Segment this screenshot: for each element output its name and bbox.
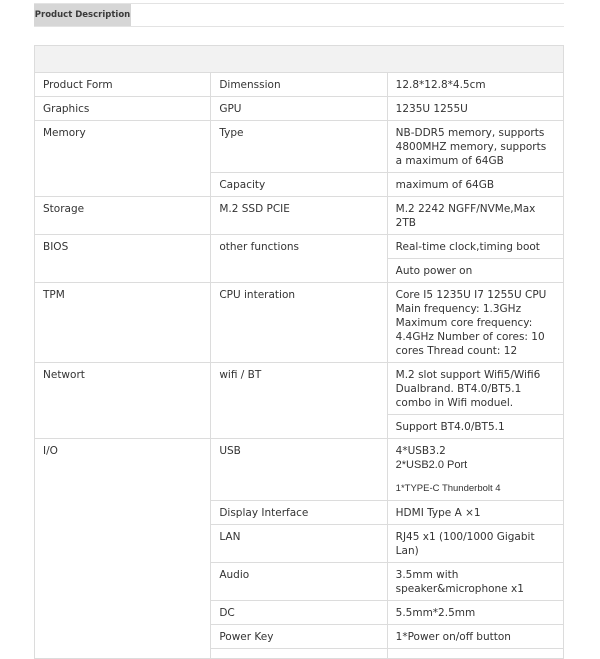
spec-category: Graphics xyxy=(35,97,211,121)
spec-category: I/O xyxy=(35,439,211,659)
spec-category: Memory xyxy=(35,121,211,197)
table-header-cell xyxy=(35,46,564,73)
spec-property: CPU interation xyxy=(211,283,387,363)
spec-value: 1235U 1255U xyxy=(387,97,563,121)
table-row xyxy=(35,235,564,259)
spec-category: Storage xyxy=(35,197,211,235)
tab-product-description[interactable]: Product Description xyxy=(34,4,131,26)
spec-property: other functions xyxy=(211,235,387,283)
spec-category: BIOS xyxy=(35,235,211,283)
spec-property: Audio xyxy=(211,563,387,601)
spec-property: Power Key xyxy=(211,625,387,649)
spec-value: 1*Power on/off button xyxy=(387,625,563,649)
spec-category: Product Form xyxy=(35,73,211,97)
usb-line: 4*USB3.2 xyxy=(395,445,446,457)
table-row xyxy=(35,97,564,121)
spec-property: wifi / BT xyxy=(211,363,387,439)
spec-value: HDMI Type A ×1 xyxy=(387,501,563,525)
table-row xyxy=(35,73,564,97)
spec-property xyxy=(211,649,387,659)
spec-value-usb xyxy=(387,439,563,501)
spacer xyxy=(396,472,555,482)
spec-property: Display Interface xyxy=(211,501,387,525)
table-row xyxy=(35,283,564,363)
spec-value: 5.5mm*2.5mm xyxy=(387,601,563,625)
spec-value xyxy=(387,649,563,659)
table-header-row xyxy=(35,46,564,73)
spec-property: Capacity xyxy=(211,173,387,197)
spec-value: M.2 slot support Wifi5/Wifi6 Dualbrand. BT4.0/BT5.1 combo in Wifi moduel. xyxy=(387,363,563,415)
spec-property: Dimenssion xyxy=(211,73,387,97)
spec-property: Type xyxy=(211,121,387,173)
table-row xyxy=(35,439,564,501)
tab-bar xyxy=(34,3,564,27)
spec-category: TPM xyxy=(35,283,211,363)
usb-line: 2*USB2.0 Port xyxy=(395,459,468,471)
spec-value: 12.8*12.8*4.5cm xyxy=(387,73,563,97)
spec-property: GPU xyxy=(211,97,387,121)
spec-value: 3.5mm with speaker&microphone x1 xyxy=(387,563,563,601)
spec-property: DC xyxy=(211,601,387,625)
spec-property: M.2 SSD PCIE xyxy=(211,197,387,235)
table-row xyxy=(35,121,564,173)
spec-property: USB xyxy=(211,439,387,501)
spec-property: LAN xyxy=(211,525,387,563)
table-row xyxy=(35,363,564,415)
spec-value: Real-time clock,timing boot xyxy=(387,235,563,259)
table-row xyxy=(35,197,564,235)
spec-value: RJ45 x1 (100/1000 Gigabit Lan) xyxy=(387,525,563,563)
spec-value: M.2 2242 NGFF/NVMe,Max 2TB xyxy=(387,197,563,235)
spec-value: Core I5 1235U I7 1255U CPU Main frequency: 1.3GHz Maximum core frequency: 4.4GHz Number of cores: 10 cores Thread count: 12 xyxy=(387,283,563,363)
spec-value: Auto power on xyxy=(387,259,563,283)
spec-value: Support BT4.0/BT5.1 xyxy=(387,415,563,439)
spec-category: Networt xyxy=(35,363,211,439)
usb-line: 1*TYPE-C Thunderbolt 4 xyxy=(395,483,501,494)
spec-value: maximum of 64GB xyxy=(387,173,563,197)
spec-value: NB-DDR5 memory, supports 4800MHZ memory, supports a maximum of 64GB xyxy=(387,121,563,173)
spec-table xyxy=(34,45,564,659)
